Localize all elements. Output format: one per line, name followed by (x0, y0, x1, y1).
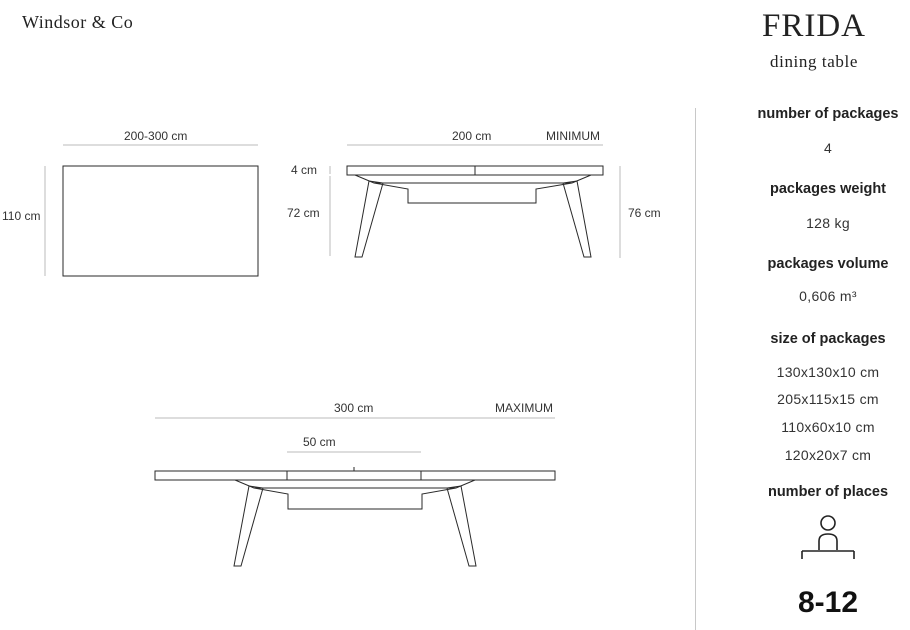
packages-weight-heading: packages weight (769, 181, 887, 197)
minimum-apron (355, 175, 591, 203)
maximum-side-view (155, 418, 555, 566)
maximum-tabletop (155, 471, 555, 480)
maximum-left-leg (234, 486, 263, 566)
top-view-length-label: 200-300 cm (124, 129, 188, 143)
package-size-2: 205x115x15 cm (777, 391, 879, 407)
maximum-label: MAXIMUM (495, 401, 553, 415)
package-sizes-heading: size of packages (770, 331, 886, 347)
top-view-width-label: 110 cm (2, 209, 41, 223)
minimum-side-view (330, 145, 620, 258)
brand-logo: Windsor & Co (22, 12, 134, 32)
product-title: FRIDA (761, 8, 867, 44)
minimum-length-label: 200 cm (452, 129, 492, 143)
maximum-length-label: 300 cm (334, 401, 374, 415)
package-size-1: 130x130x10 cm (776, 364, 880, 380)
packages-weight-value: 128 kg (806, 215, 850, 231)
package-size-3: 110x60x10 cm (781, 419, 875, 435)
panel-divider (695, 108, 696, 630)
product-subtitle: dining table (770, 52, 858, 71)
extension-length-label: 50 cm (303, 435, 336, 449)
minimum-right-leg (563, 181, 591, 257)
places-heading: number of places (767, 484, 889, 500)
packages-count-heading: number of packages (757, 106, 899, 122)
minimum-top-thickness-label: 4 cm (291, 163, 318, 177)
maximum-apron (235, 480, 475, 509)
minimum-left-leg (355, 181, 383, 257)
maximum-right-leg (447, 486, 476, 566)
package-size-4: 120x20x7 cm (784, 447, 872, 463)
tabletop-top-view (63, 166, 258, 276)
minimum-leg-height-label: 72 cm (287, 206, 320, 220)
minimum-label: MINIMUM (546, 129, 600, 143)
minimum-total-height-label: 76 cm (628, 206, 661, 220)
packages-volume-heading: packages volume (767, 256, 889, 272)
packages-volume-value: 0,606 m³ (799, 288, 857, 304)
person-at-table-icon (798, 513, 858, 563)
packages-count-value: 4 (823, 140, 833, 156)
top-view-drawing (45, 145, 258, 276)
places-value: 8-12 (797, 586, 859, 619)
